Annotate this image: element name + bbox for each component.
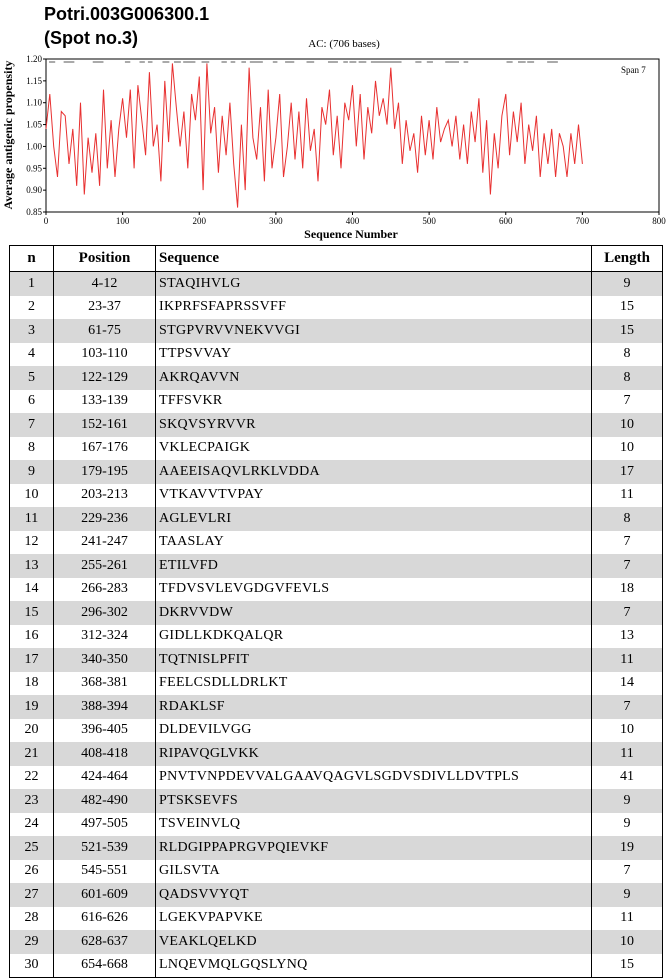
cell-sequence: RDAKLSF — [156, 695, 592, 719]
cell-position: 179-195 — [54, 460, 156, 484]
x-tick-label: 0 — [43, 216, 49, 226]
cell-position: 368-381 — [54, 672, 156, 696]
x-tick-label: 700 — [575, 216, 590, 226]
cell-length: 18 — [592, 578, 663, 602]
cell-sequence: TFDVSVLEVGDGVFEVLS — [156, 578, 592, 602]
plot-frame — [46, 59, 659, 212]
table-row — [10, 366, 663, 390]
cell-position: 616-626 — [54, 907, 156, 931]
cell-n: 2 — [10, 296, 54, 320]
cell-n: 12 — [10, 531, 54, 555]
cell-length: 8 — [592, 366, 663, 390]
cell-position: 133-139 — [54, 390, 156, 414]
cell-length: 15 — [592, 319, 663, 343]
cell-position: 167-176 — [54, 437, 156, 461]
cell-n: 26 — [10, 860, 54, 884]
table-row — [10, 672, 663, 696]
y-axis-label: Average antigenic propensity — [1, 60, 15, 210]
table-row — [10, 883, 663, 907]
cell-position: 103-110 — [54, 343, 156, 367]
table-row — [10, 484, 663, 508]
cell-length: 7 — [592, 531, 663, 555]
protein-id-title: Potri.003G006300.1 — [44, 4, 210, 24]
table-row — [10, 601, 663, 625]
x-tick-label: 300 — [269, 216, 283, 226]
cell-position: 122-129 — [54, 366, 156, 390]
cell-sequence: ETILVFD — [156, 554, 592, 578]
cell-length: 17 — [592, 460, 663, 484]
cell-length: 13 — [592, 625, 663, 649]
cell-position: 424-464 — [54, 766, 156, 790]
table-row — [10, 437, 663, 461]
table-row — [10, 742, 663, 766]
cell-position: 521-539 — [54, 836, 156, 860]
cell-n: 11 — [10, 507, 54, 531]
cell-sequence: VTKAVVTVPAY — [156, 484, 592, 508]
cell-sequence: TAASLAY — [156, 531, 592, 555]
cell-position: 152-161 — [54, 413, 156, 437]
spot-label: (Spot no.3) — [44, 28, 138, 48]
cell-length: 10 — [592, 930, 663, 954]
cell-sequence: TTPSVVAY — [156, 343, 592, 367]
cell-n: 9 — [10, 460, 54, 484]
x-tick-label: 800 — [652, 216, 666, 226]
cell-n: 23 — [10, 789, 54, 813]
y-tick-label: 0.95 — [26, 163, 42, 174]
cell-length: 10 — [592, 437, 663, 461]
cell-n: 24 — [10, 813, 54, 837]
cell-n: 10 — [10, 484, 54, 508]
table-header-row — [10, 246, 663, 272]
y-tick-label: 1.00 — [26, 141, 42, 152]
cell-position: 396-405 — [54, 719, 156, 743]
header-n: n — [10, 246, 54, 272]
cell-position: 203-213 — [54, 484, 156, 508]
x-axis-label: Sequence Number — [304, 227, 398, 241]
cell-position: 545-551 — [54, 860, 156, 884]
cell-sequence: RIPAVQGLVKK — [156, 742, 592, 766]
table-row — [10, 343, 663, 367]
cell-sequence: LNQEVMQLGQSLYNQ — [156, 954, 592, 978]
cell-sequence: IKPRFSFAPRSSVFF — [156, 296, 592, 320]
y-tick-label: 0.85 — [26, 207, 42, 217]
x-tick-label: 600 — [499, 216, 513, 226]
cell-position: 628-637 — [54, 930, 156, 954]
cell-sequence: RLDGIPPAPRGVPQIEVKF — [156, 836, 592, 860]
cell-length: 11 — [592, 742, 663, 766]
cell-n: 29 — [10, 930, 54, 954]
table-row — [10, 836, 663, 860]
cell-n: 27 — [10, 883, 54, 907]
table-row — [10, 319, 663, 343]
cell-n: 21 — [10, 742, 54, 766]
cell-sequence: STAQIHVLG — [156, 272, 592, 296]
table-row — [10, 930, 663, 954]
cell-n: 8 — [10, 437, 54, 461]
cell-sequence: AGLEVLRI — [156, 507, 592, 531]
cell-sequence: TSVEINVLQ — [156, 813, 592, 837]
cell-n: 3 — [10, 319, 54, 343]
table-row — [10, 531, 663, 555]
cell-position: 23-37 — [54, 296, 156, 320]
x-tick-label: 500 — [422, 216, 436, 226]
cell-length: 19 — [592, 836, 663, 860]
cell-length: 7 — [592, 601, 663, 625]
cell-sequence: TQTNISLPFIT — [156, 648, 592, 672]
cell-n: 7 — [10, 413, 54, 437]
table-row — [10, 860, 663, 884]
header-position: Position — [54, 246, 156, 272]
cell-sequence: QADSVVYQT — [156, 883, 592, 907]
cell-length: 9 — [592, 272, 663, 296]
cell-length: 8 — [592, 507, 663, 531]
cell-position: 654-668 — [54, 954, 156, 978]
table-row — [10, 813, 663, 837]
table-row — [10, 695, 663, 719]
cell-position: 497-505 — [54, 813, 156, 837]
cell-length: 15 — [592, 954, 663, 978]
cell-position: 408-418 — [54, 742, 156, 766]
y-tick-label: 1.20 — [26, 54, 42, 64]
cell-length: 10 — [592, 719, 663, 743]
cell-n: 4 — [10, 343, 54, 367]
cell-position: 601-609 — [54, 883, 156, 907]
cell-position: 388-394 — [54, 695, 156, 719]
cell-position: 340-350 — [54, 648, 156, 672]
table-row — [10, 625, 663, 649]
cell-length: 7 — [592, 390, 663, 414]
cell-sequence: TFFSVKR — [156, 390, 592, 414]
cell-length: 7 — [592, 695, 663, 719]
cell-sequence: AKRQAVVN — [156, 366, 592, 390]
cell-position: 4-12 — [54, 272, 156, 296]
y-tick-label: 1.15 — [26, 75, 42, 86]
cell-n: 1 — [10, 272, 54, 296]
cell-n: 5 — [10, 366, 54, 390]
span-annotation: Span 7 — [621, 65, 646, 75]
table-row — [10, 390, 663, 414]
antigenic-peptide-table — [9, 245, 663, 978]
table-row — [10, 766, 663, 790]
cell-length: 10 — [592, 413, 663, 437]
cell-n: 15 — [10, 601, 54, 625]
cell-n: 16 — [10, 625, 54, 649]
x-tick-label: 200 — [192, 216, 206, 226]
table-row — [10, 413, 663, 437]
cell-sequence: SKQVSYRVVR — [156, 413, 592, 437]
cell-n: 17 — [10, 648, 54, 672]
cell-position: 61-75 — [54, 319, 156, 343]
cell-position: 241-247 — [54, 531, 156, 555]
table-row — [10, 648, 663, 672]
cell-position: 229-236 — [54, 507, 156, 531]
cell-length: 9 — [592, 789, 663, 813]
table-row — [10, 554, 663, 578]
y-axis — [26, 54, 46, 217]
cell-n: 28 — [10, 907, 54, 931]
table-row — [10, 954, 663, 978]
table-row — [10, 907, 663, 931]
cell-length: 11 — [592, 648, 663, 672]
cell-length: 11 — [592, 907, 663, 931]
cell-sequence: LGEKVPAPVKE — [156, 907, 592, 931]
x-axis — [44, 212, 667, 226]
cell-sequence: GILSVTA — [156, 860, 592, 884]
cell-length: 9 — [592, 813, 663, 837]
antigenicity-chart — [0, 38, 671, 243]
y-tick-label: 0.90 — [26, 185, 42, 196]
table-row — [10, 719, 663, 743]
cell-sequence: DKRVVDW — [156, 601, 592, 625]
cell-position: 312-324 — [54, 625, 156, 649]
cell-n: 13 — [10, 554, 54, 578]
y-tick-label: 1.10 — [26, 97, 42, 108]
cell-n: 6 — [10, 390, 54, 414]
table-row — [10, 578, 663, 602]
cell-n: 14 — [10, 578, 54, 602]
cell-sequence: STGPVRVVNEKVVGI — [156, 319, 592, 343]
cell-n: 18 — [10, 672, 54, 696]
cell-position: 255-261 — [54, 554, 156, 578]
cell-sequence: FEELCSDLLDRLKT — [156, 672, 592, 696]
cell-n: 19 — [10, 695, 54, 719]
table-row — [10, 272, 663, 296]
chart-title: AC: (706 bases) — [308, 38, 380, 50]
cell-length: 8 — [592, 343, 663, 367]
header-sequence: Sequence — [156, 246, 592, 272]
cell-length: 7 — [592, 554, 663, 578]
cell-n: 22 — [10, 766, 54, 790]
header-length: Length — [592, 246, 663, 272]
cell-position: 296-302 — [54, 601, 156, 625]
cell-length: 41 — [592, 766, 663, 790]
table-row — [10, 789, 663, 813]
cell-length: 14 — [592, 672, 663, 696]
cell-position: 266-283 — [54, 578, 156, 602]
y-tick-label: 1.05 — [26, 119, 42, 130]
table-row — [10, 296, 663, 320]
cell-sequence: GIDLLKDKQALQR — [156, 625, 592, 649]
cell-sequence: VKLECPAIGK — [156, 437, 592, 461]
table-row — [10, 460, 663, 484]
cell-sequence: PTSKSEVFS — [156, 789, 592, 813]
cell-sequence: DLDEVILVGG — [156, 719, 592, 743]
cell-length: 11 — [592, 484, 663, 508]
cell-n: 20 — [10, 719, 54, 743]
table-row — [10, 507, 663, 531]
cell-n: 30 — [10, 954, 54, 978]
cell-length: 7 — [592, 860, 663, 884]
cell-position: 482-490 — [54, 789, 156, 813]
cell-sequence: AAEEISAQVLRKLVDDA — [156, 460, 592, 484]
x-tick-label: 400 — [345, 216, 360, 226]
cell-length: 15 — [592, 296, 663, 320]
cell-n: 25 — [10, 836, 54, 860]
x-tick-label: 100 — [115, 216, 130, 226]
cell-sequence: VEAKLQELKD — [156, 930, 592, 954]
cell-length: 9 — [592, 883, 663, 907]
cell-sequence: PNVTVNPDEVVALGAAVQAGVLSGDVSDIVLLDVTPLS — [156, 766, 592, 790]
